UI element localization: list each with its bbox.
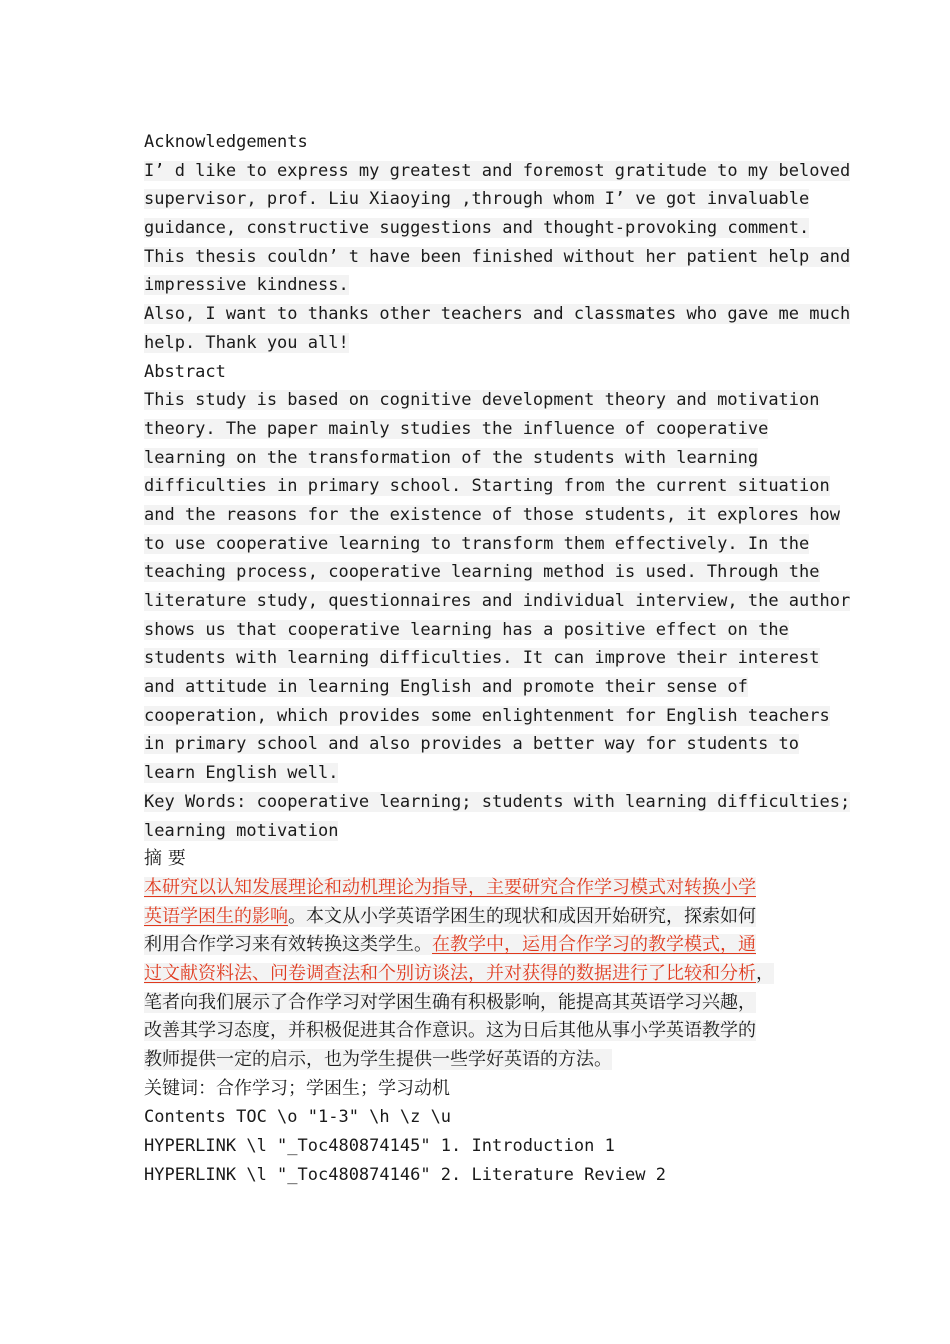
ack-line: supervisor, prof. Liu Xiaoying ,through whom I’ ve got invaluable <box>144 189 810 210</box>
abstract-line: theory. The paper mainly studies the influence of cooperative <box>144 418 769 439</box>
ack-line: This thesis couldn’ t have been finished without her patient help and <box>144 246 851 267</box>
zh-abstract-heading: 摘 要 <box>144 848 186 870</box>
abstract-line: and attitude in learning English and promote their sense of <box>144 677 748 698</box>
abstract-line: teaching process, cooperative learning method is used. Through the <box>144 562 820 583</box>
zh-abstract-line: 过文献资料法、问卷调查法和个别访谈法，并对获得的数据进行了比较和分析， <box>144 962 774 984</box>
abstract-line: in primary school and also provides a better way for students to <box>144 734 800 755</box>
abstract-line: to use cooperative learning to transform them effectively. In the <box>144 533 810 554</box>
toc-entry-literature-review[interactable]: HYPERLINK \l "_Toc480874146" 2. Literature Review 2 <box>144 1164 666 1185</box>
zh-abstract-line: 教师提供一定的启示，也为学生提供一些学好英语的方法。 <box>144 1049 612 1070</box>
abstract-line: shows us that cooperative learning has a positive effect on the <box>144 619 789 640</box>
zh-abstract-line: 英语学困生的影响。本文从小学英语学困生的现状和成因开始研究，探索如何 <box>144 905 756 927</box>
abstract-line: learning on the transformation of the students with learning <box>144 447 759 468</box>
document-page <box>144 128 851 1189</box>
toc-entry-introduction[interactable]: HYPERLINK \l "_Toc480874145" 1. Introduction 1 <box>144 1136 615 1157</box>
zh-keywords-line: 关键词：合作学习；学困生；学习动机 <box>144 1077 450 1099</box>
keywords-line: learning motivation <box>144 820 339 841</box>
toc-heading: Contents TOC \o "1-3" \h \z \u <box>144 1107 452 1128</box>
abstract-line: This study is based on cognitive development theory and motivation <box>144 390 820 411</box>
zh-abstract-line: 笔者向我们展示了合作学习对学困生确有积极影响，能提高其英语学习兴趣， <box>144 991 756 1013</box>
zh-abstract-line: 改善其学习态度，并积极促进其合作意识。这为日后其他从事小学英语教学的 <box>144 1020 756 1042</box>
abstract-line: cooperation, which provides some enlightenment for English teachers <box>144 705 830 726</box>
zh-abstract-line: 本研究以认知发展理论和动机理论为指导，主要研究合作学习模式对转换小学 <box>144 876 756 898</box>
acknowledgements-heading: Acknowledgements <box>144 132 308 152</box>
keywords-line: Key Words: cooperative learning; students with learning difficulties; <box>144 791 851 812</box>
zh-abstract-line: 利用合作学习来有效转换这类学生。在教学中，运用合作学习的教学模式，通 <box>144 934 756 956</box>
ack-line: Also, I want to thanks other teachers and classmates who gave me much <box>144 304 851 325</box>
ack-line: guidance, constructive suggestions and thought-provoking comment. <box>144 218 810 239</box>
abstract-line: difficulties in primary school. Starting from the current situation <box>144 476 830 497</box>
ack-line: impressive kindness. <box>144 275 349 296</box>
abstract-line: literature study, questionnaires and individual interview, the author <box>144 591 851 611</box>
ack-line: help. Thank you all! <box>144 332 349 353</box>
ack-line: I’ d like to express my greatest and foremost gratitude to my beloved <box>144 160 851 181</box>
abstract-line: learn English well. <box>144 763 339 784</box>
abstract-line: and the reasons for the existence of those students, it explores how <box>144 504 840 525</box>
abstract-line: students with learning difficulties. It can improve their interest <box>144 648 820 669</box>
abstract-heading: Abstract <box>144 361 226 382</box>
